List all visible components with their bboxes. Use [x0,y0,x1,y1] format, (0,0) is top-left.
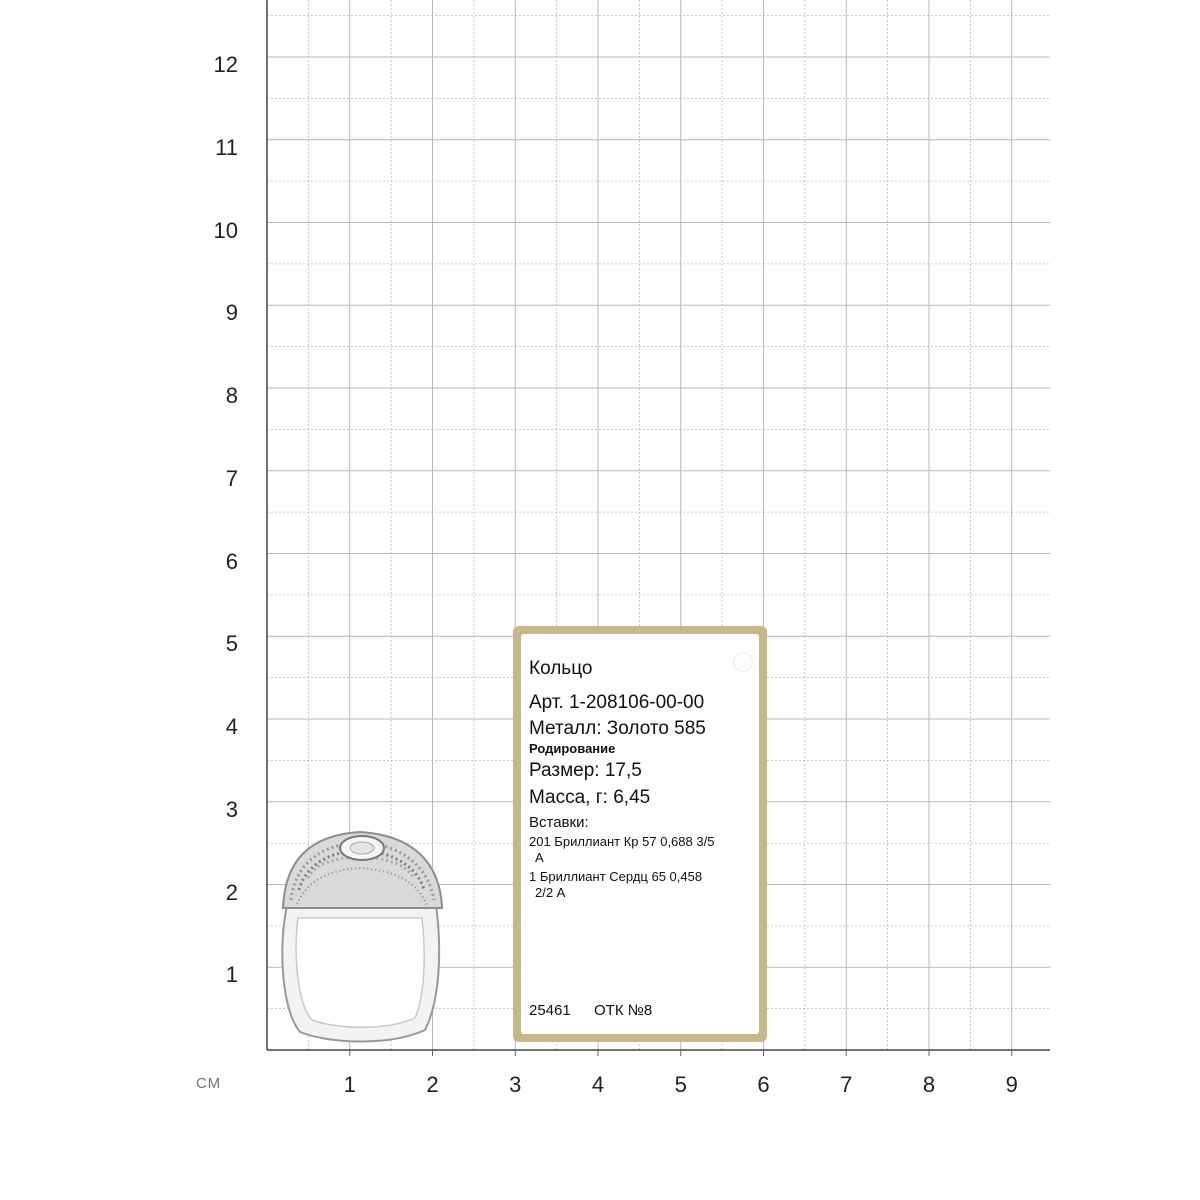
x-tick-label: 6 [757,1072,770,1097]
price-tag [513,626,767,1042]
tag-code: 25461 [529,1002,571,1019]
x-tick-label: 7 [840,1072,853,1097]
x-tick-label: 1 [343,1072,356,1097]
y-tick-label: 1 [225,962,238,988]
tag-inserts-title: Вставки: [529,814,589,831]
x-tick-label: 5 [674,1072,687,1097]
price-tag-card [521,634,759,1034]
tag-insert-2: 1 Бриллиант Сердц 65 0,458 [529,869,703,884]
tag-otk: ОТК №8 [594,1002,653,1019]
ring-inner [296,918,424,1027]
tag-article: Арт. 1-208106-00-00 [529,692,705,713]
unit-label: СМ [196,1075,222,1092]
x-tick-label: 3 [509,1072,522,1097]
x-tick-marks [350,1050,1012,1056]
tag-insert-1: 201 Бриллиант Кр 57 0,688 3/5 [529,834,715,849]
y-tick-label: 8 [225,383,238,408]
tag-mass: Масса, г: 6,45 [529,787,651,808]
x-tick-label: 4 [591,1072,605,1097]
x-tick-label: 8 [922,1072,936,1097]
x-tick-label: 9 [1005,1072,1018,1097]
y-tick-label: 9 [225,300,238,326]
y-tick-label: 2 [225,879,238,905]
tag-size: Размер: 17,5 [529,760,642,781]
y-tick-label: 11 [215,134,238,160]
y-tick-label: 10 [213,217,238,243]
y-tick-label: 6 [225,548,238,574]
tag-insert-2-grade: 2/2 А [535,885,566,900]
y-tick-label: 3 [225,796,238,822]
y-tick-label: 7 [225,465,238,491]
tag-coating: Родирование [529,741,616,756]
y-tick-label: 12 [213,52,238,77]
y-tick-label: 5 [225,631,238,657]
x-tick-label: 2 [426,1072,439,1097]
tag-product-name: Кольцо [529,658,593,679]
y-tick-label: 4 [225,714,238,739]
tag-hole [733,652,753,672]
tag-insert-1-grade: А [535,850,544,865]
ring-image [282,832,442,1042]
tag-metal: Металл: Золото 585 [529,718,706,739]
